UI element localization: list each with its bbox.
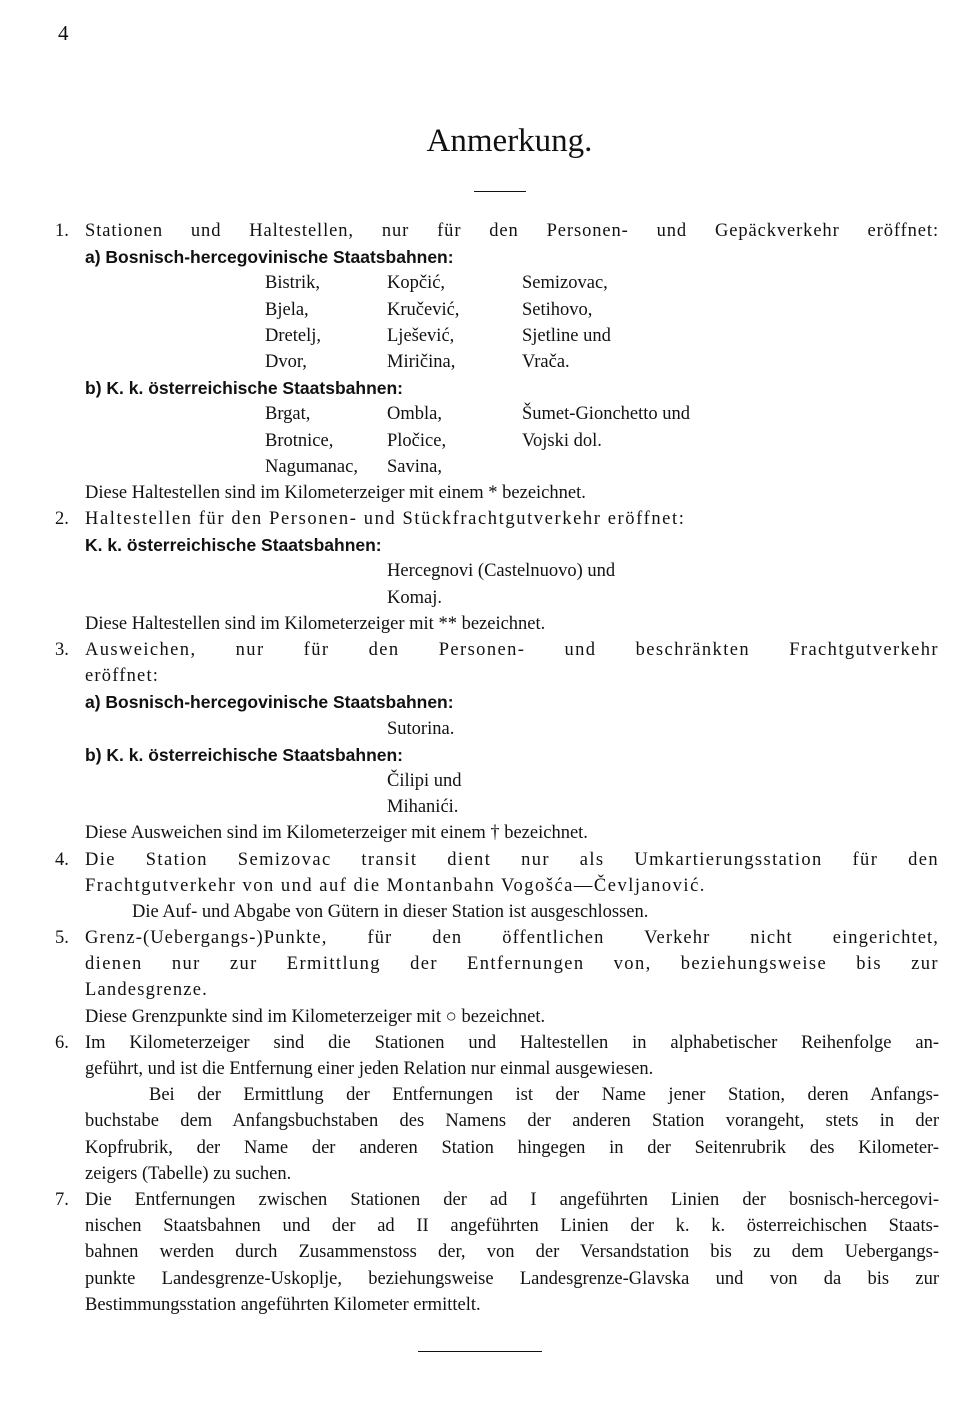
note-1-symbol-note: Diese Haltestellen sind im Kilometerzeiger mit einem * bezeichnet. [85, 482, 586, 503]
station-row: Brotnice, Pločice, Vojski dol. [265, 430, 602, 451]
notes-content [57, 218, 939, 1318]
station-row: Hercegnovi (Castelnuovo) und [387, 561, 616, 582]
title-rule [474, 191, 526, 192]
note-3a-heading: a) Bosnisch-hercegovinische Staatsbahnen: [85, 692, 454, 713]
station-row: Nagumanac, Savina, [265, 456, 442, 477]
note-3-symbol-note: Diese Ausweichen sind im Kilometerzeiger mit einem † bezeichnet. [85, 823, 588, 844]
note-1a-heading: a) Bosnisch-hercegovinische Staatsbahnen: [85, 247, 454, 268]
note-5-symbol-note: Diese Grenzpunkte sind im Kilometerzeiger mit ○ bezeichnet. [85, 1006, 546, 1027]
note-4-line: 4. Die Station Semizovac transit dient nur als Umkartierungsstation für den [55, 849, 939, 870]
note-4-line: Frachtgutverkehr von und auf die Montanbahn Vogošća—Čevljanović. [85, 875, 706, 896]
note-3b-heading: b) K. k. österreichische Staatsbahnen: [85, 744, 404, 765]
station-row: Mihanići. [387, 797, 459, 818]
note-6-line: 6. Im Kilometerzeiger sind die Stationen und Haltestellen in alphabetischer Reihenfolge an- [55, 1032, 939, 1053]
note-7-line: 7. Die Entfernungen zwischen Stationen der ad I angeführten Linien der bosnisch-hercegovi- [55, 1189, 939, 1210]
station-row: Komaj. [387, 587, 442, 608]
end-rule [418, 1351, 542, 1352]
note-1b-heading: b) K. k. österreichische Staatsbahnen: [85, 378, 404, 399]
note-1-heading: 1. Stationen und Haltestellen, nur für den Personen- und Gepäckverkehr eröffnet: [55, 221, 939, 241]
note-3-heading-cont: eröffnet: [85, 666, 160, 687]
note-6-line: buchstabe dem Anfangsbuchstaben des Namens der anderen Station vorangeht, stets in der [85, 1111, 939, 1132]
note-7-line: bahnen werden durch Zusammenstoss der, von der Versandstation bis zu dem Uebergangs- [85, 1242, 939, 1263]
note-6-line: Kopfrubrik, der Name der anderen Station hingegen in der Seitenrubrik des Kilometer- [85, 1137, 939, 1158]
note-5-line: dienen nur zur Ermittlung der Entfernungen von, beziehungsweise bis zur [85, 954, 939, 975]
note-2-subheading: K. k. österreichische Staatsbahnen: [85, 535, 382, 556]
note-3-heading: 3. Ausweichen, nur für den Personen- und beschränkten Frachtgutverkehr [55, 640, 939, 660]
station-row: Bistrik, Kopčić, Semizovac, [265, 273, 608, 294]
note-2-symbol-note: Diese Haltestellen sind im Kilometerzeiger mit ** bezeichnet. [85, 613, 546, 634]
page-number: 4 [58, 21, 69, 45]
note-5-line: 5. Grenz-(Uebergangs-)Punkte, für den öffentlichen Verkehr nicht eingerichtet, [55, 928, 939, 949]
station-row: Dretelj, Lješević, Sjetline und [265, 325, 611, 346]
note-6-line: zeigers (Tabelle) zu suchen. [85, 1163, 292, 1184]
page-title: Anmerkung. [426, 123, 593, 159]
note-5-line: Landesgrenze. [85, 980, 208, 1001]
note-7-line: nischen Staatsbahnen und der ad II angeführten Linien der k. k. österreichischen Staats- [85, 1216, 939, 1237]
note-4-line: Die Auf- und Abgabe von Gütern in dieser Station ist ausgeschlossen. [132, 901, 649, 922]
station-row: Bjela, Kručević, Setihovo, [265, 299, 593, 320]
note-2-heading: 2. Haltestellen für den Personen- und Stückfrachtgutverkehr eröffnet: [55, 509, 686, 530]
note-6-line: geführt, und ist die Entfernung einer jeden Relation nur einmal ausgewiesen. [85, 1059, 654, 1079]
note-6-line: Bei der Ermittlung der Entfernungen ist der Name jener Station, deren Anfangs- [149, 1085, 939, 1106]
note-7-line: Bestimmungsstation angeführten Kilometer ermittelt. [85, 1294, 481, 1315]
note-7-line: punkte Landesgrenze-Uskoplje, beziehungsweise Landesgrenze-Glavska und von da bis zur [85, 1268, 939, 1289]
station-row: Brgat, Ombla, Šumet-Gionchetto und [265, 404, 691, 425]
station-row: Dvor, Miričina, Vrača. [265, 351, 570, 372]
station-row: Sutorina. [387, 718, 455, 739]
station-row: Čilipi und [387, 770, 462, 791]
